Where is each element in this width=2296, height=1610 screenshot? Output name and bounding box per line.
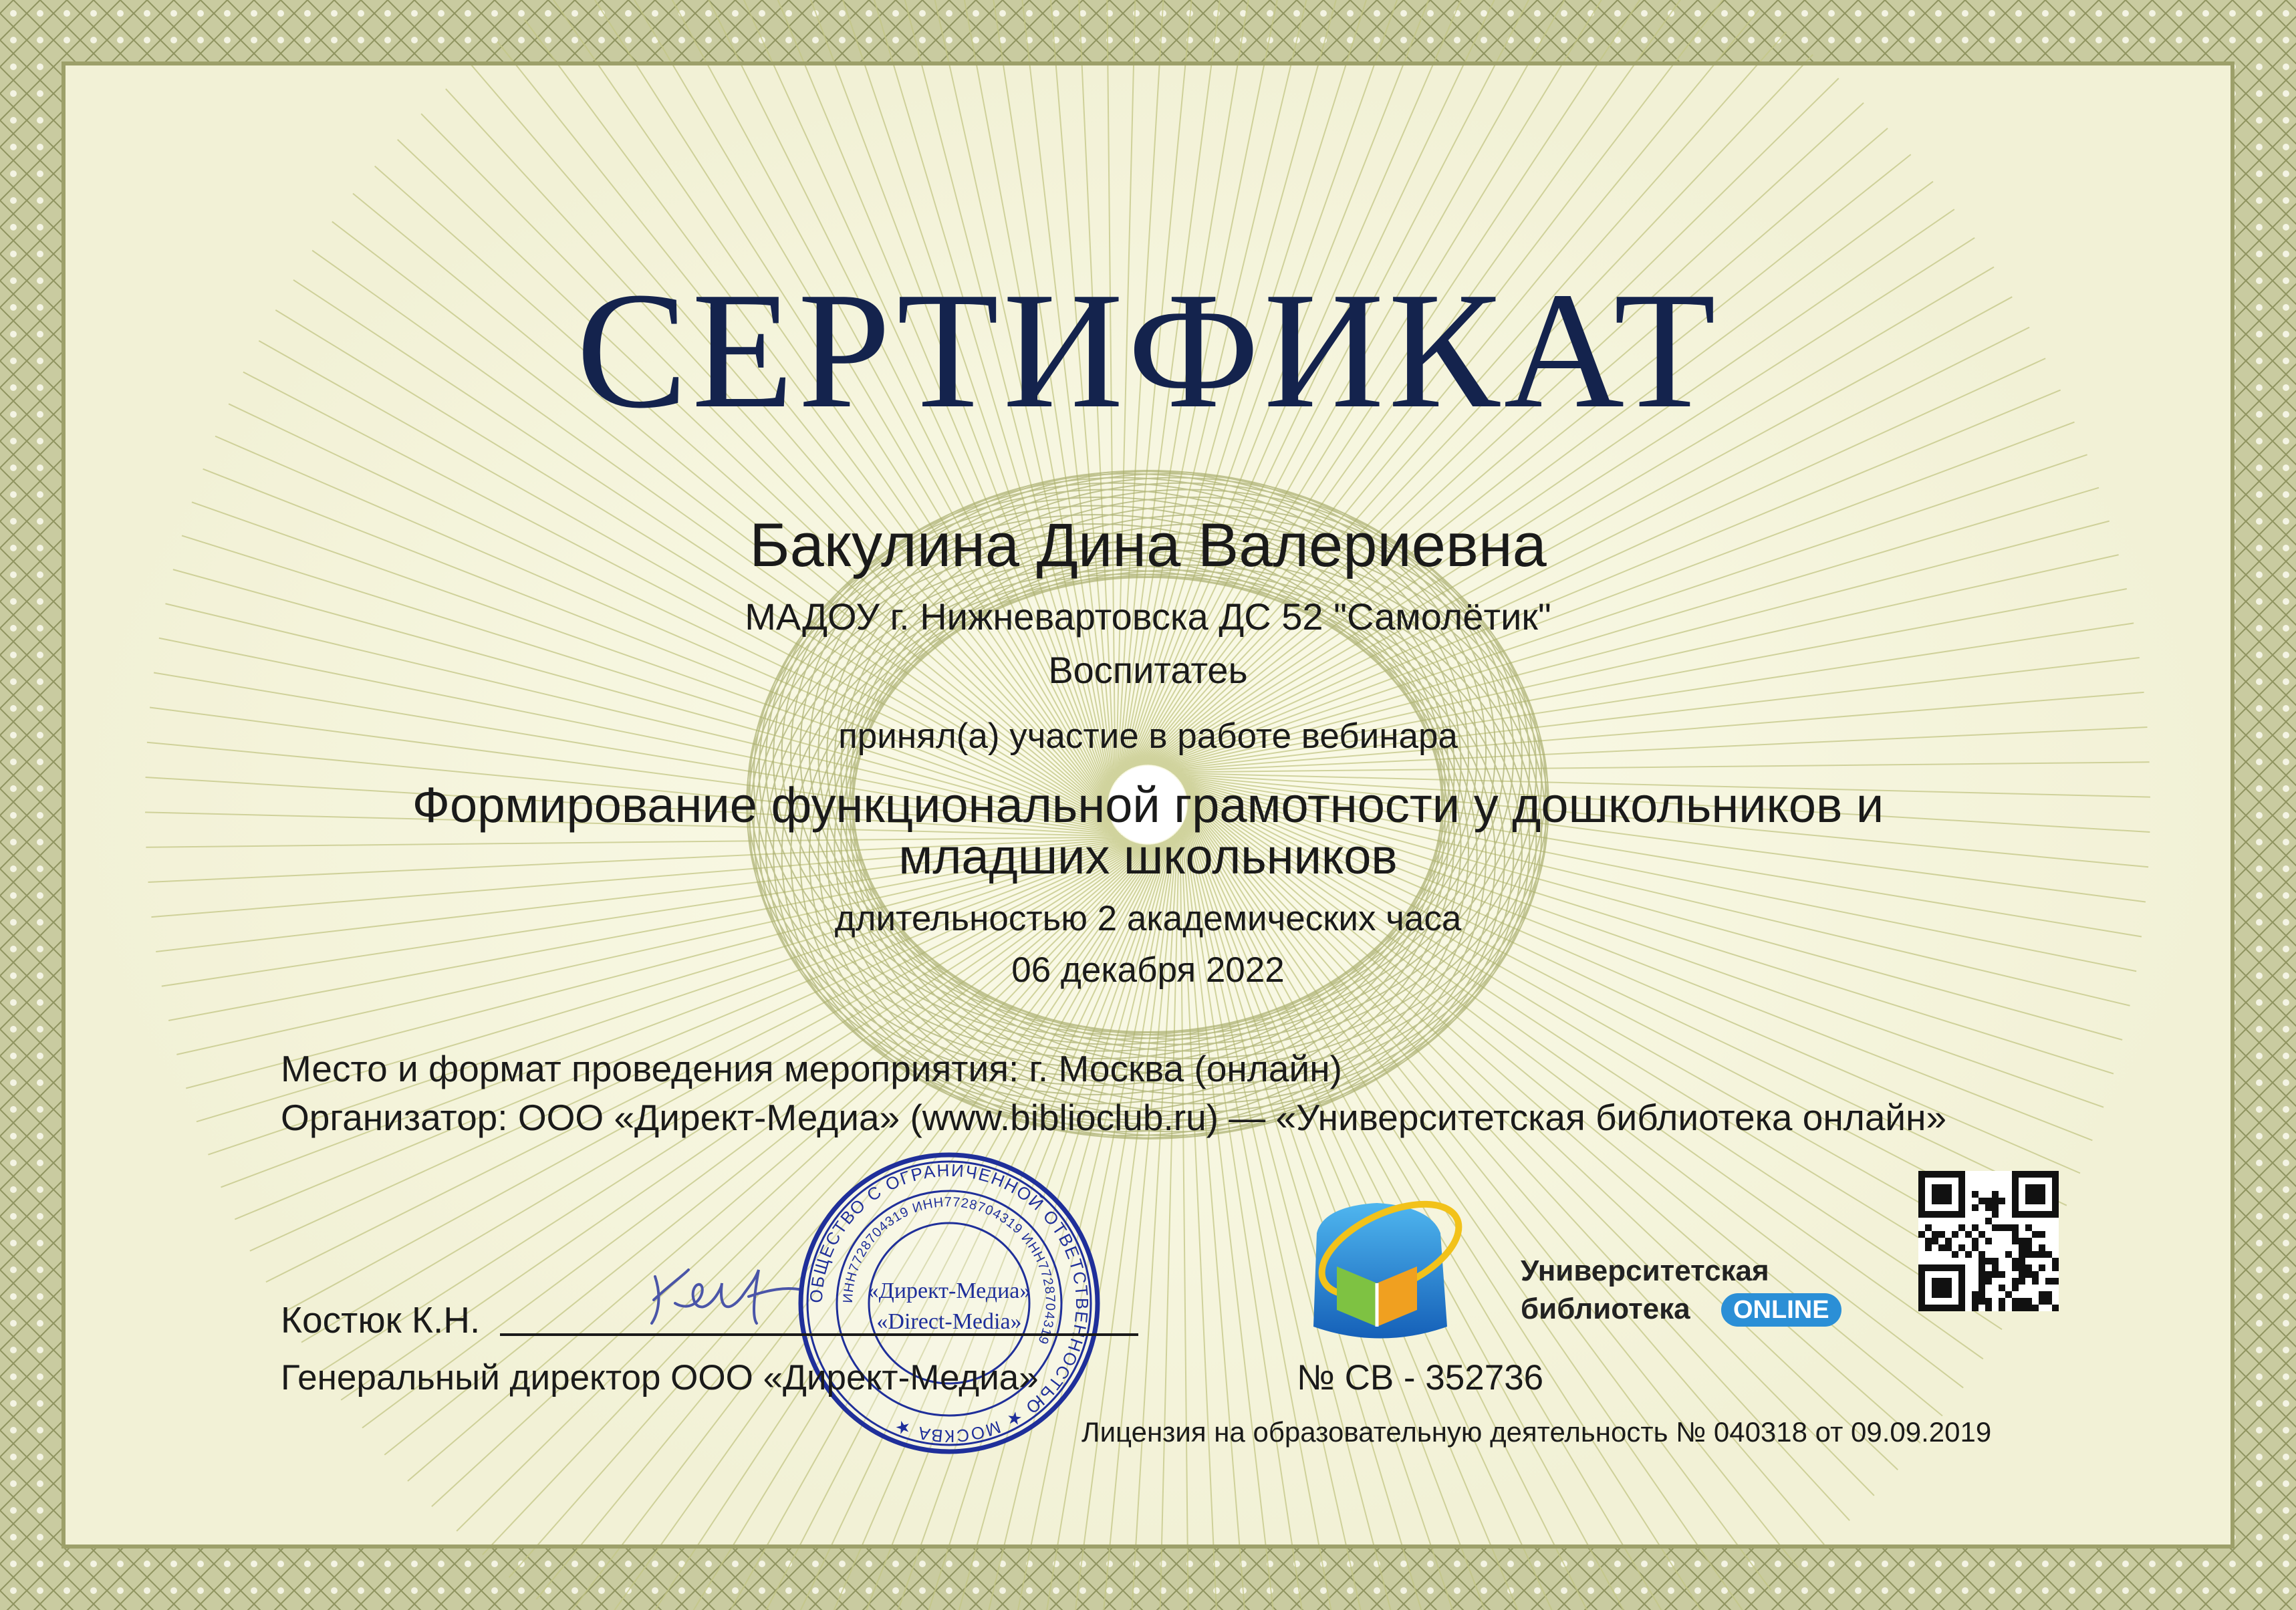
recipient-organization: МАДОУ г. Нижневартовска ДС 52 "Самолётик" bbox=[745, 595, 1551, 638]
event-venue: Место и формат проведения мероприятия: г. Москва (онлайн) bbox=[281, 1048, 1342, 1089]
signer-name: Костюк К.Н. bbox=[281, 1299, 481, 1341]
stamp-center-line1: «Директ-Медиа» bbox=[867, 1279, 1031, 1303]
logo-online-badge: ONLINE bbox=[1721, 1293, 1841, 1327]
license-info: Лицензия на образовательную деятельность № 040318 от 09.09.2019 bbox=[1081, 1416, 1992, 1448]
webinar-duration: длительностью 2 академических часа bbox=[834, 899, 1462, 938]
stamp-inner-ring-text: ИНН7728704319 ИНН7728704319 ИНН7728704319 bbox=[840, 1194, 1058, 1347]
recipient-position: Воспитатеь bbox=[1048, 649, 1248, 691]
library-logo-icon bbox=[1297, 1193, 1464, 1353]
logo-text-line1: Университетская bbox=[1521, 1254, 1769, 1287]
webinar-topic-line1: Формирование функциональной грамотности у дошкольников и bbox=[412, 777, 1884, 833]
signer-title: Генеральный директор ООО «Директ-Медиа» bbox=[281, 1358, 1039, 1397]
stamp-center-line2: «Direct-Media» bbox=[876, 1309, 1022, 1334]
logo-text-line2: библиотека bbox=[1521, 1293, 1690, 1325]
webinar-topic-line2: младших школьников bbox=[898, 829, 1398, 884]
qr-code[interactable] bbox=[1918, 1171, 2059, 1311]
webinar-date: 06 декабря 2022 bbox=[1011, 950, 1285, 990]
stamp-ring-text: ОБЩЕСТВО С ОГРАНИЧЕННОЙ ОТВЕТСТВЕННОСТЬЮ ★ МОСКВА ★ bbox=[805, 1160, 1093, 1447]
certificate-title: СЕРТИФИКАТ bbox=[576, 258, 1720, 443]
company-seal-stamp bbox=[795, 1150, 1103, 1457]
certificate-number: № СВ - 352736 bbox=[1297, 1358, 1544, 1397]
recipient-name: Бакулина Дина Валериевна bbox=[749, 511, 1547, 579]
signature-line bbox=[500, 1333, 1138, 1336]
event-organizer: Организатор: ООО «Директ-Медиа» (www.biblioclub.ru) — «Университетская библиотека онлайн» bbox=[281, 1097, 1947, 1138]
participation-text: принял(а) участие в работе вебинара bbox=[838, 716, 1458, 756]
